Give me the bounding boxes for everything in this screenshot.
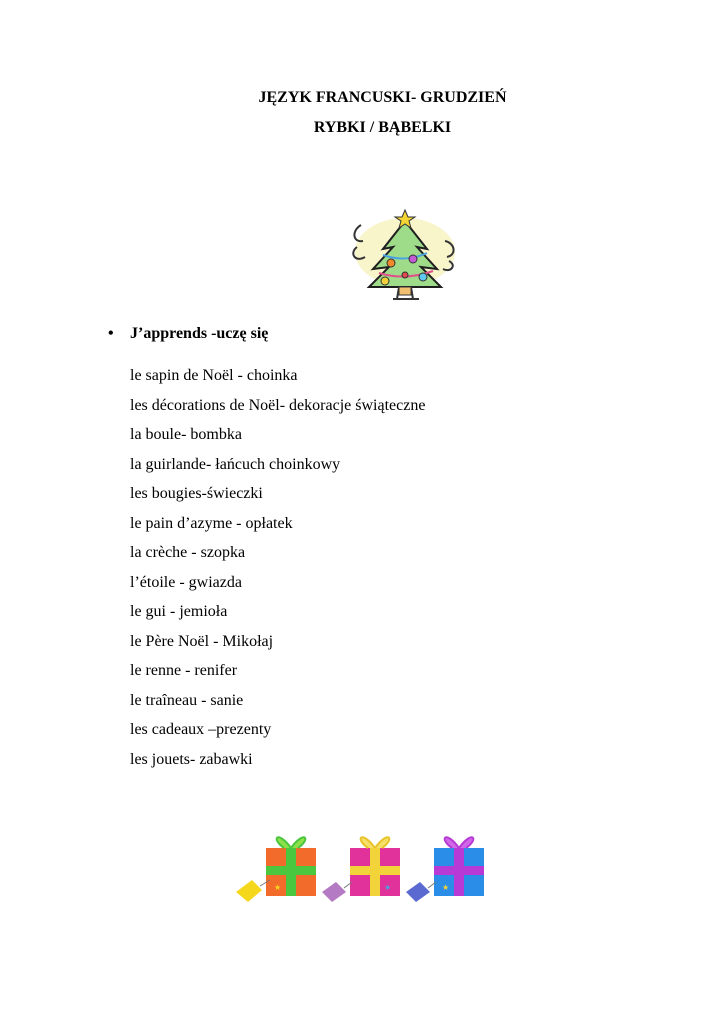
section-heading-text: J’apprends -uczę się [130,325,269,342]
list-item: la guirlande- łańcuch choinkowy [130,455,341,473]
page-title: JĘZYK FRANCUSKI- GRUDZIEŃ [258,89,507,106]
list-item: le sapin de Noël - choinka [130,367,298,384]
gift-box-icon [236,837,316,902]
vocabulary-list [130,366,425,779]
svg-text:★: ★ [274,883,282,892]
page-subtitle: RYBKI / BĄBELKI [313,119,452,136]
bullet-icon: • [108,325,114,342]
list-item: la crèche - szopka [130,544,246,561]
gift-box-icon [406,837,484,902]
list-item: le gui - jemioła [130,603,228,620]
christmas-tree-icon [343,207,463,307]
list-item: les jouets- zabawki [130,750,253,768]
list-item: le pain d’azyme - opłatek [130,514,293,532]
section-heading [108,324,268,344]
list-item: l’étoile - gwiazda [130,573,242,591]
list-item: le traîneau - sanie [130,691,244,709]
gift-box-icon [322,837,400,902]
list-item: les décorations de Noël- dekoracje świąteczne [130,396,426,414]
list-item: les cadeaux –prezenty [130,721,272,738]
list-item: le renne - renifer [130,662,238,679]
svg-text:★: ★ [384,883,392,892]
list-item: les bougies-świeczki [130,485,263,502]
list-item: la boule- bombka [130,426,242,443]
list-item: le Père Noël - Mikołaj [130,632,274,650]
svg-text:★: ★ [442,883,450,892]
gifts-illustration [234,826,504,906]
